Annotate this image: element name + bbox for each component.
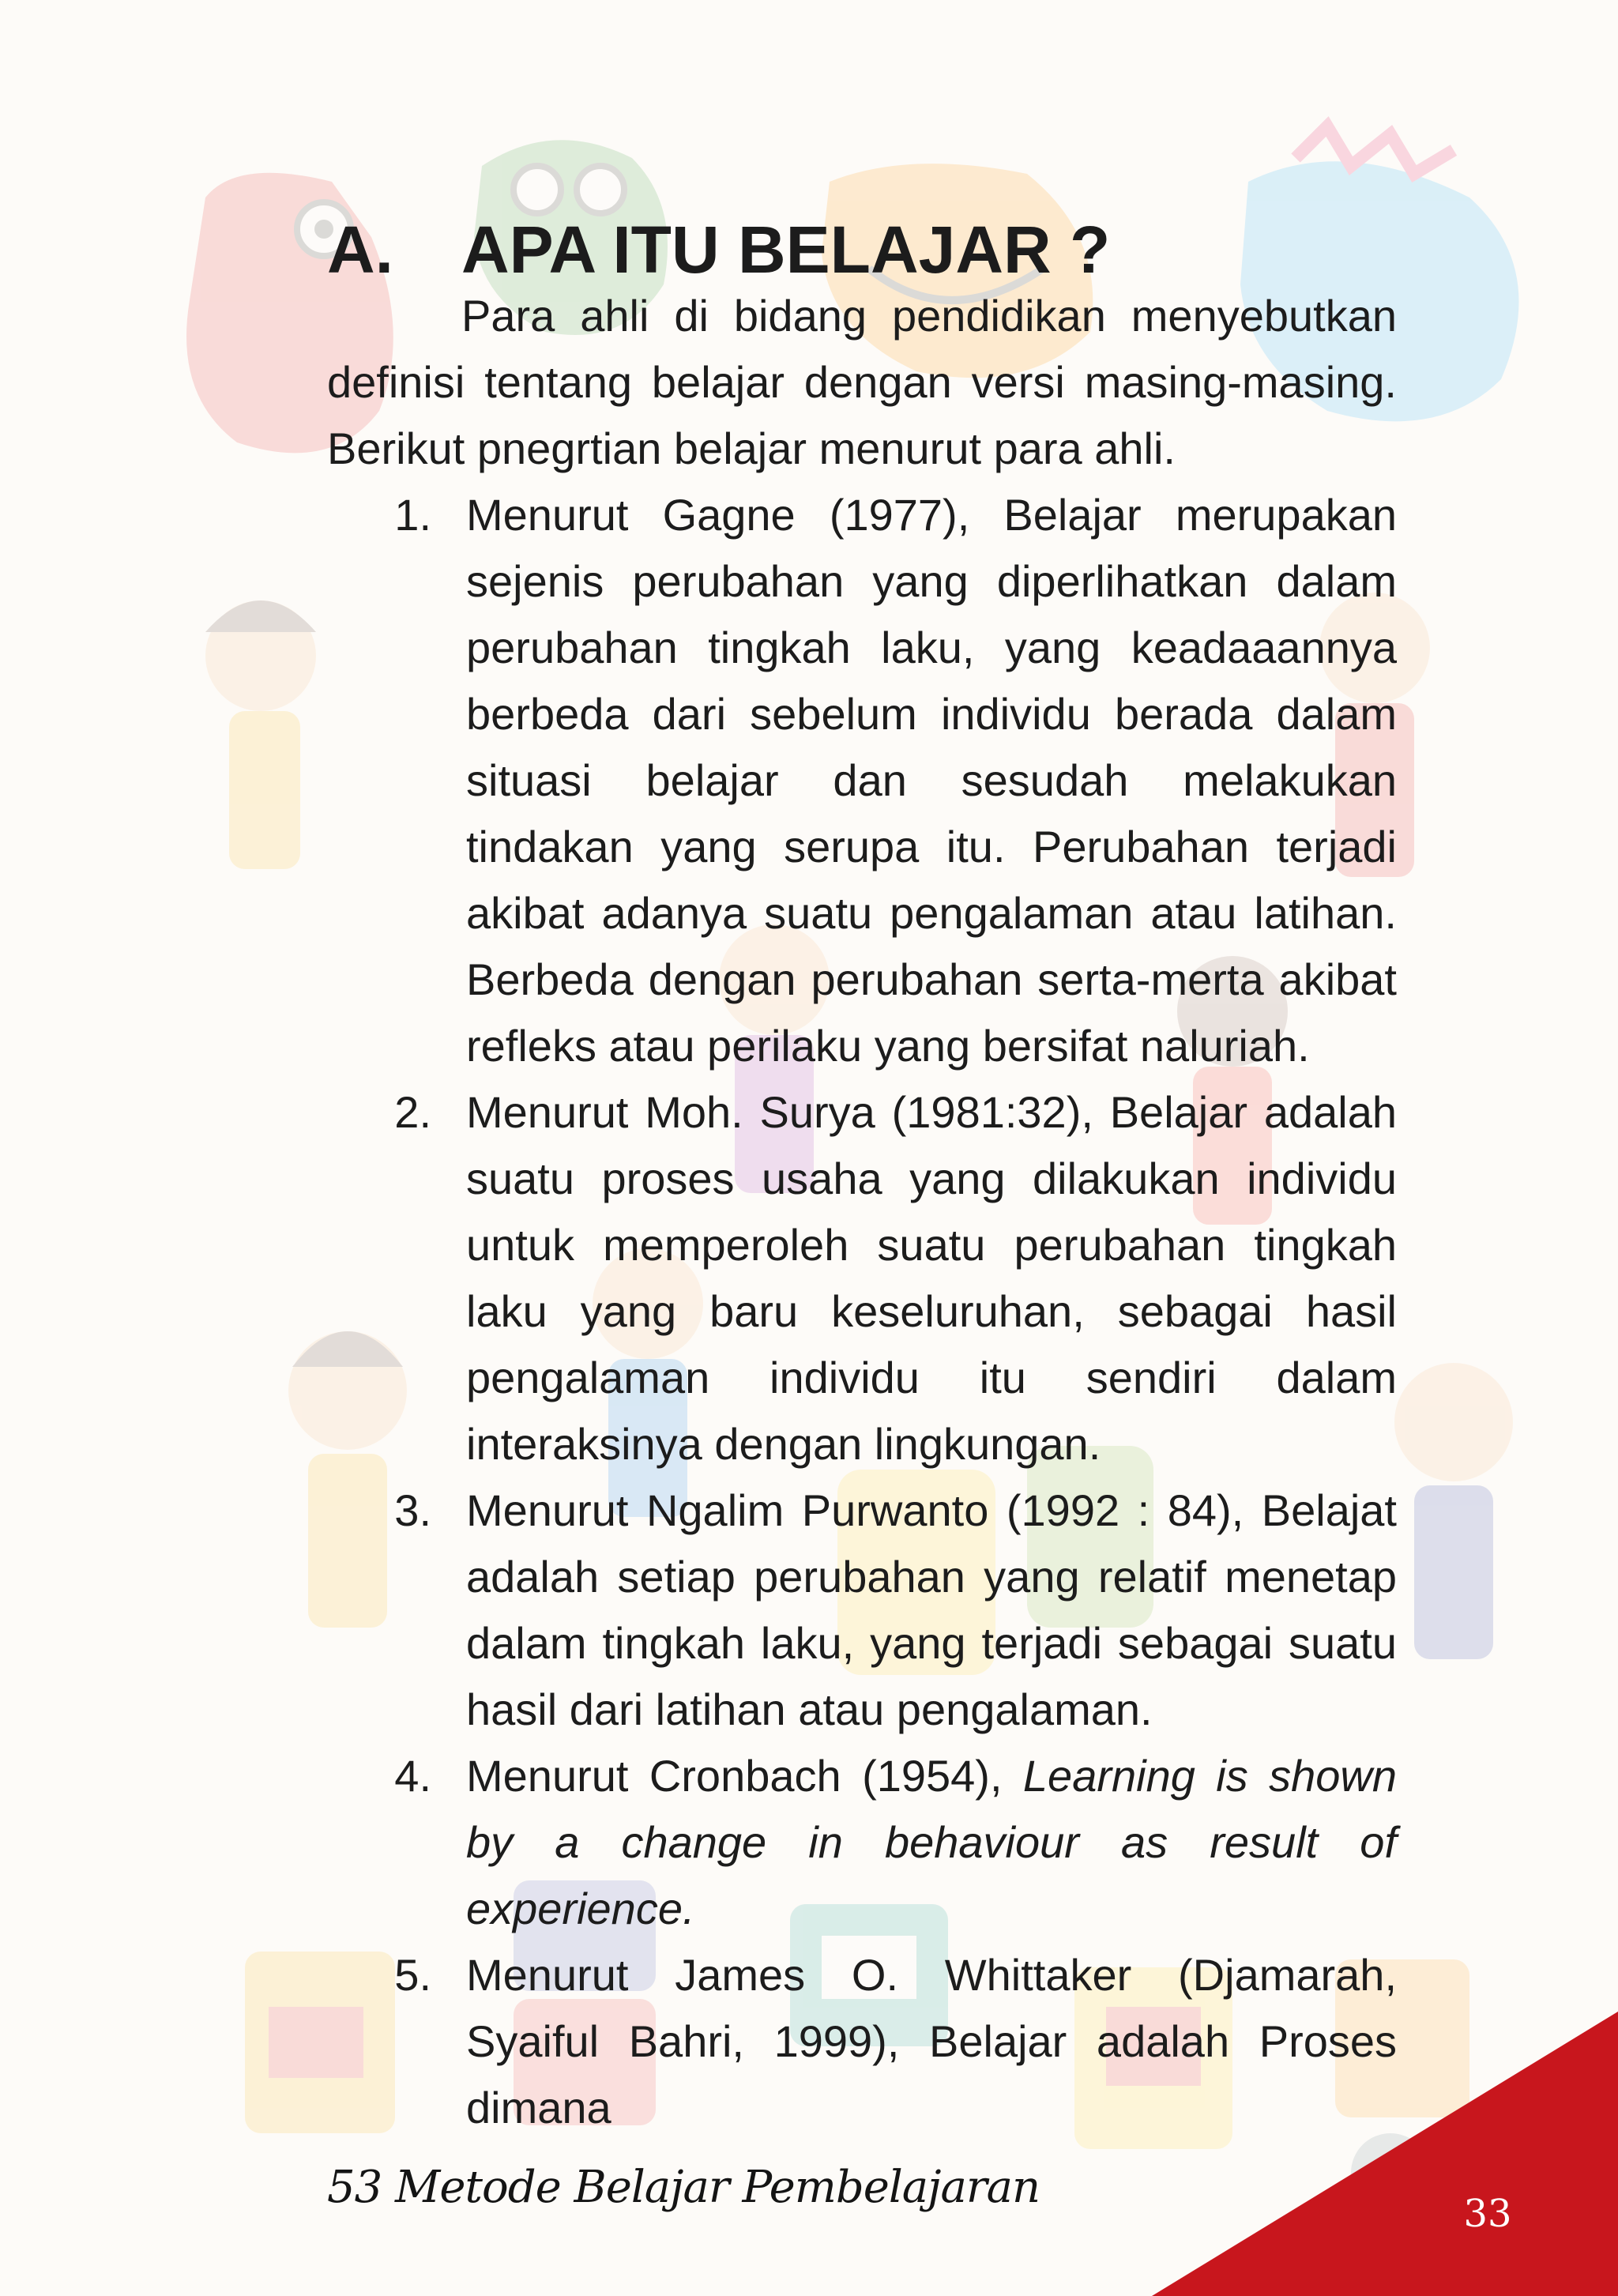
- list-item-number: 3.: [394, 1485, 431, 1535]
- list-item-text: Menurut James O. Whittaker (Djamarah, Syaiful Bahri, 1999), Belajar adalah Proses dimana: [466, 1950, 1397, 2132]
- list-item-text: Menurut Ngalim Purwanto (1992 : 84), Belajat adalah setiap perubahan yang relatif menetap dalam tingkah laku, yang terjadi sebagai suatu hasil dari latihan atau pengalaman.: [466, 1485, 1397, 1734]
- list-item-text-prefix: Menurut Cronbach (1954),: [466, 1751, 1023, 1801]
- list-item: [327, 1079, 1397, 1477]
- corner-triangle: [1152, 2012, 1618, 2296]
- list-item: [327, 1743, 1397, 1942]
- list-item: [327, 1477, 1397, 1743]
- list-item-number: 4.: [394, 1751, 431, 1801]
- book-title: 53 Metode Belajar Pembelajaran: [327, 2162, 1040, 2213]
- section-letter: A.: [327, 213, 393, 287]
- definition-list: [327, 482, 1397, 2141]
- list-item-number: 2.: [394, 1087, 431, 1137]
- section-title: APA ITU BELAJAR ?: [461, 213, 1111, 287]
- page-content: [327, 213, 1397, 2141]
- list-item-number: 1.: [394, 490, 431, 540]
- list-item-text: Menurut Moh. Surya (1981:32), Belajar adalah suatu proses usaha yang dilakukan individu untuk memperoleh suatu perubahan tingkah laku yang baru keseluruhan, sebagai hasil pengalaman individu itu sendiri dalam interaksinya dengan lingkungan.: [466, 1087, 1397, 1469]
- list-item-text: Menurut Gagne (1977), Belajar merupakan sejenis perubahan yang diperlihatkan dalam perubahan tingkah laku, yang keadaaannya berbeda dari sebelum individu berada dalam situasi belajar dan sesudah melakukan tindakan yang serupa itu. Perubahan terjadi akibat adanya suatu pengalaman atau latihan. Berbeda dengan perubahan serta-merta akibat refleks atau perilaku yang bersifat naluriah.: [466, 490, 1397, 1071]
- list-item-number: 5.: [394, 1950, 431, 2000]
- section-heading: [327, 213, 1397, 287]
- list-item: [327, 482, 1397, 1079]
- page-number: 33: [1463, 2192, 1512, 2236]
- intro-paragraph: Para ahli di bidang pendidikan menyebutkan definisi tentang belajar dengan versi masing-masing. Berikut pnegrtian belajar menurut para ahli.: [327, 291, 1397, 473]
- list-item-text: [466, 1743, 1397, 1942]
- list-item-quote: Learning is shown by a change in behaviour as result of experience.: [466, 1751, 1397, 1933]
